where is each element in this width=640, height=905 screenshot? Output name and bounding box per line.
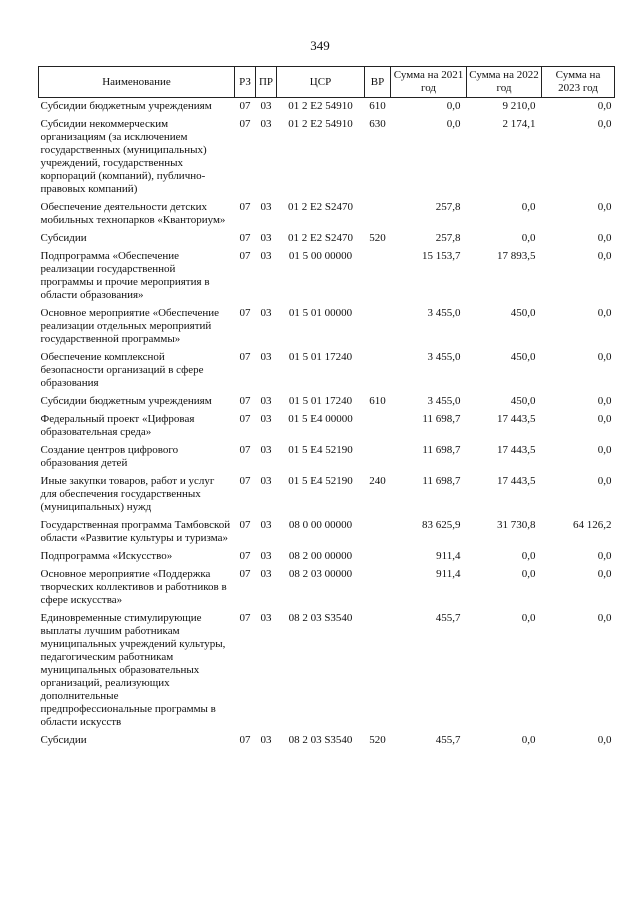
page-number: 349 <box>310 38 330 53</box>
cell-sum-2021: 15 153,7 <box>422 250 461 262</box>
cell-pr: 03 <box>260 351 272 363</box>
cell-name: Субсидии некоммерческим организациям (за исключением государственных (муниципальных) учреждений, государственных корпораций (компаний), публично-правовых компаний) <box>40 118 207 195</box>
cell-vr <box>365 248 391 305</box>
cell-sum-2021: 455,7 <box>435 734 461 746</box>
cell-vr: 240 <box>369 475 386 487</box>
cell-pr: 03 <box>260 475 272 487</box>
cell-name: Субсидии бюджетным учреждениям <box>40 395 212 407</box>
cell-pr: 03 <box>256 98 277 117</box>
cell-vr: 630 <box>369 118 386 130</box>
cell-sum-2022: 17 443,5 <box>497 413 536 425</box>
cell-csr: 01 5 E4 52190 <box>288 475 353 487</box>
cell-name: Обеспечение комплексной безопасности организаций в сфере образования <box>40 351 204 389</box>
header-sum-2022: Сумма на 2022 год <box>467 67 542 98</box>
cell-sum-2023: 0,0 <box>597 307 612 319</box>
cell-vr <box>365 349 391 393</box>
header-sum-2023: Сумма на 2023 год <box>542 67 615 98</box>
table-row <box>39 248 615 305</box>
cell-sum-2022: 450,0 <box>510 351 536 363</box>
cell-rz: 07 <box>239 612 251 624</box>
cell-sum-2023: 0,0 <box>597 395 612 407</box>
table-header-row <box>39 67 615 98</box>
cell-pr: 03 <box>260 519 272 531</box>
cell-vr: 520 <box>369 232 386 244</box>
cell-sum-2021: 3 455,0 <box>427 351 461 363</box>
cell-sum-2022: 0,0 <box>521 612 536 624</box>
cell-vr: 610 <box>369 395 386 407</box>
cell-pr: 03 <box>260 734 272 746</box>
cell-name: Обеспечение деятельности детских мобильных технопарков «Кванториум» <box>40 201 226 226</box>
cell-rz: 07 <box>239 351 251 363</box>
cell-sum-2021: 11 698,7 <box>422 444 461 456</box>
cell-sum-2022: 2 174,1 <box>502 118 536 130</box>
budget-table <box>38 66 615 750</box>
cell-rz: 07 <box>239 307 251 319</box>
table-row <box>39 473 615 517</box>
cell-rz: 07 <box>239 201 251 213</box>
table-row <box>39 566 615 610</box>
cell-sum-2022: 450,0 <box>510 395 536 407</box>
cell-sum-2021: 11 698,7 <box>422 413 461 425</box>
table-row <box>39 230 615 248</box>
cell-vr <box>365 199 391 230</box>
cell-rz: 07 <box>239 232 251 244</box>
cell-rz: 07 <box>239 118 251 130</box>
header-rz: РЗ <box>235 67 256 98</box>
cell-sum-2023: 0,0 <box>597 118 612 130</box>
cell-sum-2022: 31 730,8 <box>497 519 536 531</box>
cell-sum-2022: 17 893,5 <box>497 250 536 262</box>
cell-vr <box>365 548 391 566</box>
cell-rz: 07 <box>239 444 251 456</box>
cell-csr: 01 5 00 00000 <box>288 250 353 262</box>
cell-vr <box>365 442 391 473</box>
cell-sum-2022: 0,0 <box>521 550 536 562</box>
table-row <box>39 98 615 117</box>
cell-rz: 07 <box>239 734 251 746</box>
cell-vr <box>365 610 391 732</box>
cell-csr: 01 5 E4 52190 <box>288 444 353 456</box>
cell-csr: 01 5 01 17240 <box>288 395 353 407</box>
cell-sum-2021: 3 455,0 <box>427 307 461 319</box>
table-row <box>39 411 615 442</box>
header-vr: ВР <box>365 67 391 98</box>
cell-sum-2022: 0,0 <box>521 232 536 244</box>
table-row <box>39 548 615 566</box>
cell-csr: 08 2 03 00000 <box>288 568 353 580</box>
header-csr: ЦСР <box>277 67 365 98</box>
cell-sum-2023: 0,0 <box>597 568 612 580</box>
cell-pr: 03 <box>260 444 272 456</box>
cell-vr <box>365 566 391 610</box>
cell-sum-2023: 0,0 <box>597 413 612 425</box>
cell-sum-2023: 0,0 <box>597 201 612 213</box>
table-row <box>39 610 615 732</box>
cell-csr: 01 2 E2 54910 <box>277 98 365 117</box>
cell-sum-2021: 0,0 <box>391 98 467 117</box>
cell-sum-2023: 64 126,2 <box>573 519 612 531</box>
header-pr: ПР <box>256 67 277 98</box>
cell-vr: 520 <box>369 734 386 746</box>
table-row <box>39 393 615 411</box>
cell-sum-2021: 911,4 <box>436 568 461 580</box>
cell-sum-2023: 0,0 <box>597 444 612 456</box>
cell-pr: 03 <box>260 201 272 213</box>
cell-rz: 07 <box>239 550 251 562</box>
cell-pr: 03 <box>260 232 272 244</box>
cell-csr: 08 2 03 S3540 <box>288 734 353 746</box>
table-body <box>39 98 615 751</box>
header-name: Наименование <box>39 67 235 98</box>
cell-csr: 08 2 00 00000 <box>288 550 353 562</box>
cell-pr: 03 <box>260 250 272 262</box>
cell-pr: 03 <box>260 568 272 580</box>
cell-name: Создание центров цифрового образования детей <box>40 444 179 469</box>
cell-sum-2023: 0,0 <box>542 98 615 117</box>
cell-csr: 08 2 03 S3540 <box>288 612 353 624</box>
cell-sum-2023: 0,0 <box>597 351 612 363</box>
cell-csr: 01 5 01 17240 <box>288 351 353 363</box>
cell-sum-2021: 911,4 <box>436 550 461 562</box>
cell-name: Основное мероприятие «Обеспечение реализации отдельных мероприятий государственной программы» <box>40 307 220 345</box>
cell-name: Иные закупки товаров, работ и услуг для обеспечения государственных (муниципальных) нужд <box>40 475 215 513</box>
cell-name: Субсидии бюджетным учреждениям <box>39 98 235 117</box>
cell-sum-2022: 0,0 <box>521 568 536 580</box>
table-row <box>39 517 615 548</box>
cell-vr <box>365 517 391 548</box>
cell-sum-2022: 0,0 <box>521 734 536 746</box>
cell-name: Единовременные стимулирующие выплаты лучшим работникам муниципальных учреждений культуры, педагогическим работникам муниципальных образовательных организаций, реализующих дополнительные предпрофессиональные программы в области искусств <box>40 612 226 728</box>
cell-sum-2021: 257,8 <box>435 232 461 244</box>
table-row <box>39 442 615 473</box>
cell-csr: 01 2 E2 S2470 <box>287 232 354 244</box>
cell-sum-2023: 0,0 <box>597 232 612 244</box>
cell-rz: 07 <box>239 475 251 487</box>
cell-sum-2023: 0,0 <box>597 250 612 262</box>
cell-sum-2021: 11 698,7 <box>422 475 461 487</box>
cell-name: Подпрограмма «Обеспечение реализации государственной программы и прочие мероприятия в области образования» <box>40 250 210 301</box>
table-row <box>39 349 615 393</box>
cell-sum-2021: 83 625,9 <box>422 519 461 531</box>
cell-pr: 03 <box>260 395 272 407</box>
cell-pr: 03 <box>260 612 272 624</box>
table-row <box>39 199 615 230</box>
cell-csr: 01 2 E2 S2470 <box>287 201 354 213</box>
cell-sum-2021: 257,8 <box>435 201 461 213</box>
cell-vr <box>365 411 391 442</box>
cell-name: Основное мероприятие «Поддержка творческих коллективов и работников в сфере искусства» <box>40 568 227 606</box>
cell-pr: 03 <box>260 307 272 319</box>
cell-sum-2022: 17 443,5 <box>497 475 536 487</box>
cell-sum-2022: 9 210,0 <box>467 98 542 117</box>
cell-name: Субсидии <box>40 734 87 746</box>
cell-sum-2021: 3 455,0 <box>427 395 461 407</box>
table-row <box>39 116 615 199</box>
cell-pr: 03 <box>260 413 272 425</box>
cell-name: Подпрограмма «Искусство» <box>40 550 173 562</box>
cell-sum-2023: 0,0 <box>597 550 612 562</box>
cell-csr: 01 5 E4 00000 <box>288 413 353 425</box>
cell-sum-2022: 0,0 <box>521 201 536 213</box>
cell-vr <box>365 305 391 349</box>
cell-sum-2021: 0,0 <box>446 118 461 130</box>
cell-rz: 07 <box>235 98 256 117</box>
cell-sum-2023: 0,0 <box>597 475 612 487</box>
cell-sum-2022: 450,0 <box>510 307 536 319</box>
table-row <box>39 732 615 750</box>
cell-name: Государственная программа Тамбовской области «Развитие культуры и туризма» <box>40 519 231 544</box>
cell-sum-2023: 0,0 <box>597 734 612 746</box>
cell-pr: 03 <box>260 118 272 130</box>
table-row <box>39 305 615 349</box>
cell-sum-2023: 0,0 <box>597 612 612 624</box>
cell-name: Федеральный проект «Цифровая образовательная среда» <box>40 413 195 438</box>
cell-rz: 07 <box>239 568 251 580</box>
cell-rz: 07 <box>239 413 251 425</box>
cell-rz: 07 <box>239 250 251 262</box>
cell-sum-2022: 17 443,5 <box>497 444 536 456</box>
cell-csr: 01 2 E2 54910 <box>288 118 353 130</box>
cell-vr: 610 <box>365 98 391 117</box>
cell-name: Субсидии <box>40 232 87 244</box>
cell-pr: 03 <box>260 550 272 562</box>
cell-sum-2021: 455,7 <box>435 612 461 624</box>
header-sum-2021: Сумма на 2021 год <box>391 67 467 98</box>
cell-rz: 07 <box>239 519 251 531</box>
cell-csr: 01 5 01 00000 <box>288 307 353 319</box>
cell-csr: 08 0 00 00000 <box>288 519 353 531</box>
cell-rz: 07 <box>239 395 251 407</box>
